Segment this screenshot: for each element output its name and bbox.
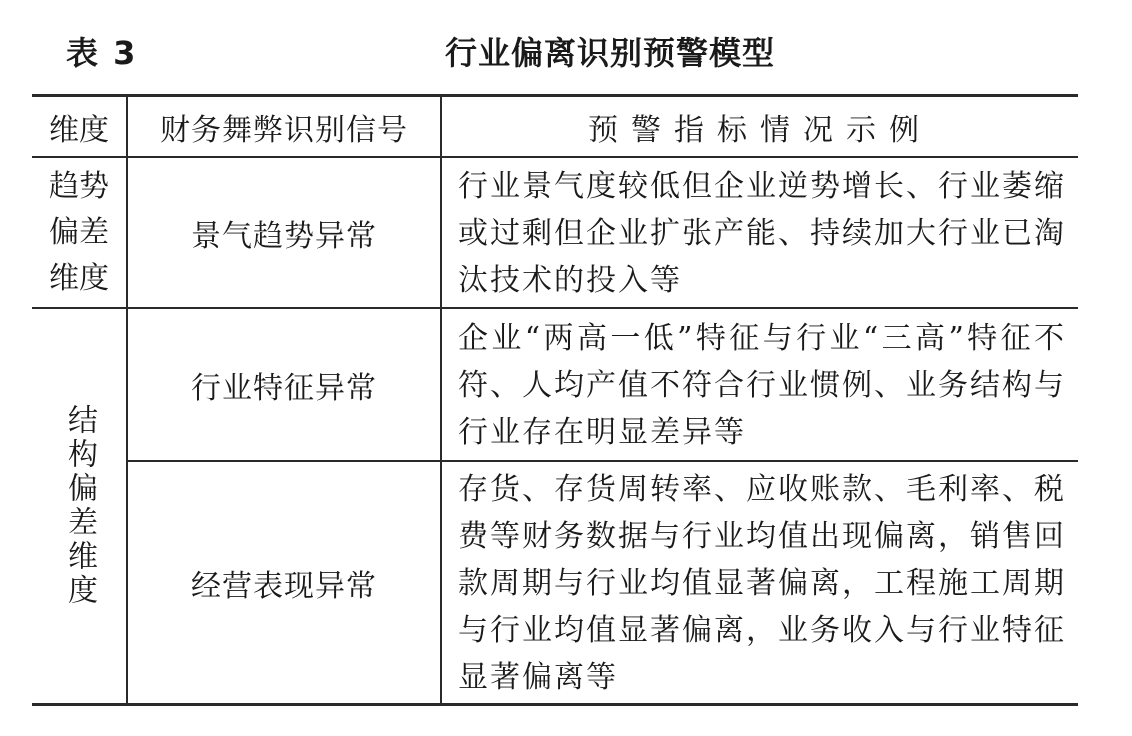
example-business-cycle-anomaly: 行业景气度较低但企业逆势增长、行业萎缩或过剩但企业扩张产能、持续加大行业已淘汰技术的投入等	[458, 168, 1066, 298]
example-operating-performance-anomaly: 存货、存货周转率、应收账款、毛利率、税费等财务数据与行业均值出现偏离，销售回款周期与行业均值显著偏离，工程施工周期与行业均值显著偏离，业务收入与行业特征显著偏离等	[458, 471, 1066, 695]
header-signal: 财务舞弊识别信号	[160, 112, 408, 148]
dimension-structural-deviation: 结构偏差维度	[62, 404, 97, 608]
table-bottom-rule	[32, 703, 1078, 706]
signal-business-cycle-anomaly: 景气趋势异常	[191, 218, 377, 254]
table-caption-label: 表 3	[66, 34, 138, 72]
header-example: 预警指标情况示例	[588, 112, 932, 148]
signal-industry-feature-anomaly: 行业特征异常	[191, 370, 377, 406]
table-caption-title: 行业偏离识别预警模型	[444, 34, 775, 72]
example-industry-feature-anomaly: 企业“两高一低”特征与行业“三高”特征不符、人均产值不符合行业惯例、业务结构与行业存在明显差异等	[458, 320, 1066, 450]
signal-operating-performance-anomaly: 经营表现异常	[191, 568, 377, 604]
header-dimension: 维度	[49, 112, 109, 148]
dimension-trend-deviation: 趋势 偏差 维度	[49, 168, 109, 296]
